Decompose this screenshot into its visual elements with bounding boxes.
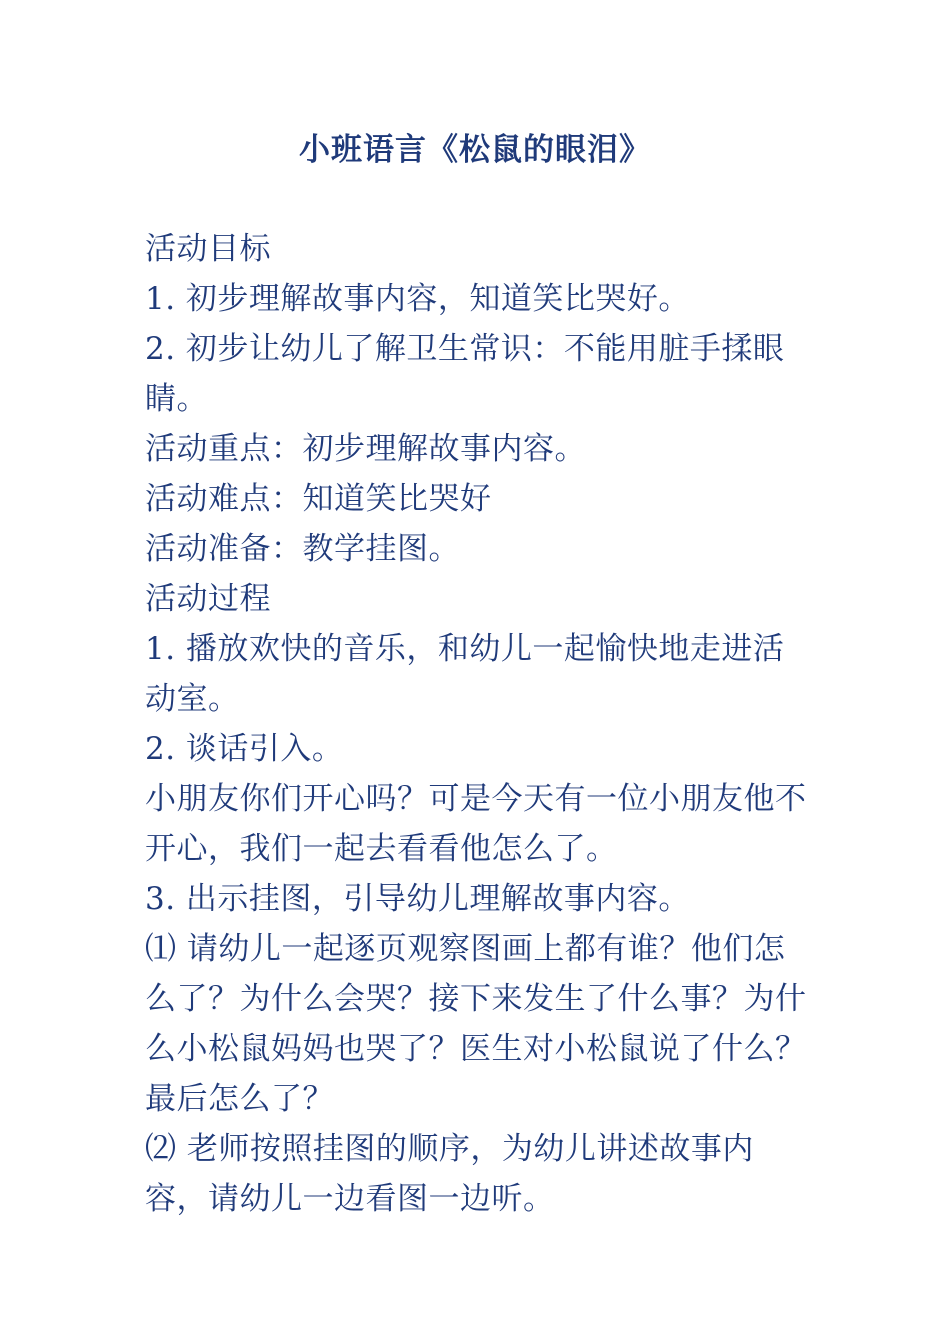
process-step-3-sub-1: ⑴ 请幼儿一起逐页观察图画上都有谁？他们怎么了？为什么会哭？接下来发生了什么事？为什么小松鼠妈妈也哭了？医生对小松鼠说了什么？最后怎么了？ (145, 931, 807, 1117)
section-heading-process: 活动过程 (145, 581, 271, 617)
difficulty-point: 活动难点：知道笑比哭好 (145, 481, 492, 517)
goal-item-2: 2. 初步让幼儿了解卫生常识：不能用脏手揉眼睛。 (145, 331, 785, 417)
goal-item-1: 1. 初步理解故事内容，知道笑比哭好。 (145, 281, 690, 317)
section-heading-goals: 活动目标 (145, 231, 271, 267)
process-step-2: 2. 谈话引入。 (145, 731, 344, 767)
process-step-3-sub-2: ⑵ 老师按照挂图的顺序，为幼儿讲述故事内容，请幼儿一边看图一边听。 (145, 1131, 754, 1217)
key-point: 活动重点：初步理解故事内容。 (145, 431, 586, 467)
process-step-2-text: 小朋友你们开心吗？可是今天有一位小朋友他不开心，我们一起去看看他怎么了。 (145, 781, 807, 867)
document-body (145, 224, 810, 1224)
process-step-3: 3. 出示挂图，引导幼儿理解故事内容。 (145, 881, 690, 917)
process-step-1: 1. 播放欢快的音乐，和幼儿一起愉快地走进活动室。 (145, 631, 785, 717)
preparation: 活动准备：教学挂图。 (145, 531, 460, 567)
document-title: 小班语言《松鼠的眼泪》 (299, 132, 651, 168)
